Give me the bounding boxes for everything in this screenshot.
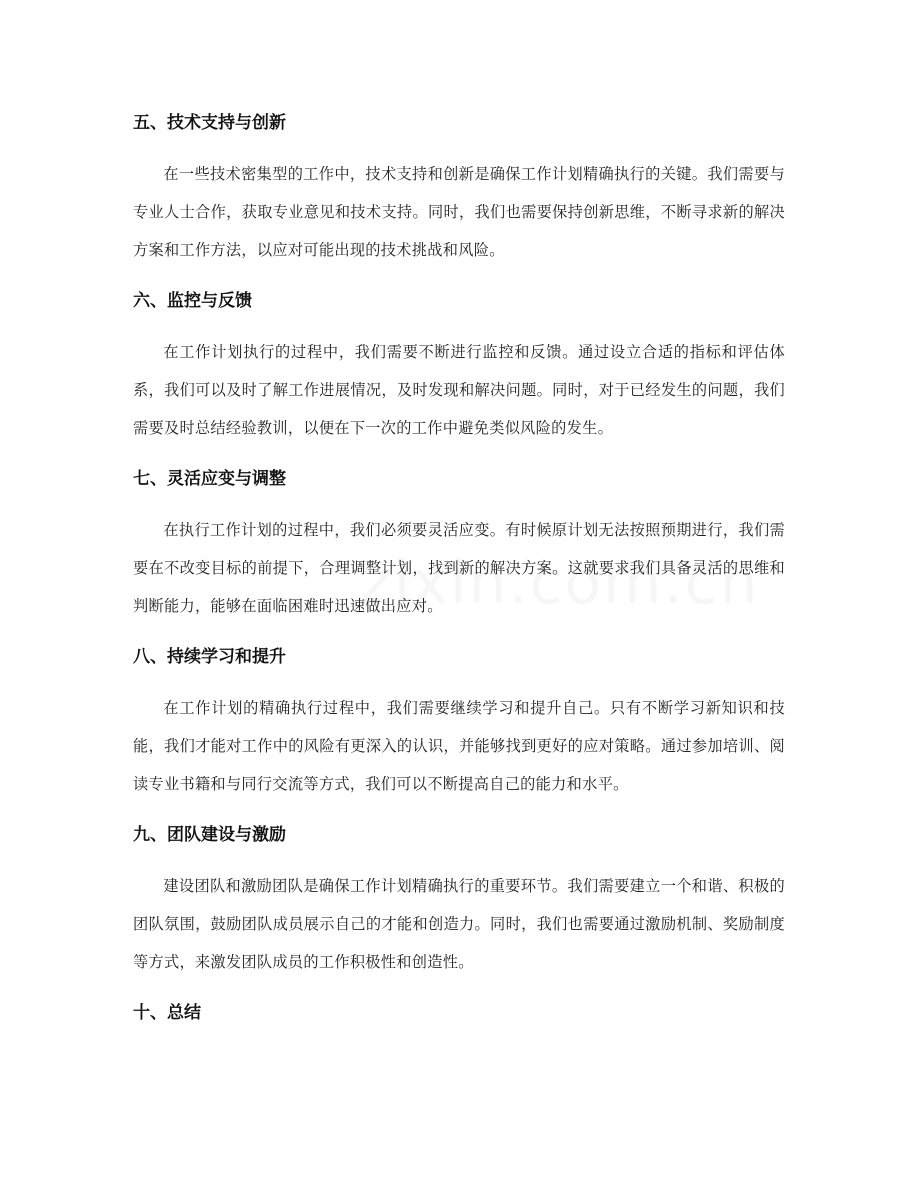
section-5 [133,104,785,269]
section-heading: 七、灵活应变与调整 [133,469,286,489]
section-paragraph: 在工作计划的精确执行过程中，我们需要继续学习和提升自己。只有不断学习新知识和技能，我们才能对工作中的风险有更深入的认识，并能够找到更好的应对策略。通过参加培训、阅读专业书籍和与同行交流等方式，我们可以不断提高自己的能力和水平。 [133,699,785,793]
section-9 [133,816,785,981]
section-paragraph: 在工作计划执行的过程中，我们需要不断进行监控和反馈。通过设立合适的指标和评估体系，我们可以及时了解工作进展情况，及时发现和解决问题。同时，对于已经发生的问题，我们需要及时总结经验教训，以便在下一次的工作中避免类似风险的发生。 [133,343,785,437]
section-10 [133,994,785,1032]
document-content [133,104,785,1045]
section-heading: 六、监控与反馈 [133,291,252,311]
section-7 [133,460,785,625]
section-paragraph: 在一些技术密集型的工作中，技术支持和创新是确保工作计划精确执行的关键。我们需要与专业人士合作，获取专业意见和技术支持。同时，我们也需要保持创新思维，不断寻求新的解决方案和工作方法，以应对可能出现的技术挑战和风险。 [133,165,785,259]
section-heading: 五、技术支持与创新 [133,113,286,133]
section-paragraph: 建设团队和激励团队是确保工作计划精确执行的重要环节。我们需要建立一个和谐、积极的团队氛围，鼓励团队成员展示自己的才能和创造力。同时，我们也需要通过激励机制、奖励制度等方式，来激发团队成员的工作积极性和创造性。 [133,877,785,971]
section-heading: 九、团队建设与激励 [133,825,286,845]
section-6 [133,282,785,447]
section-8 [133,638,785,803]
section-heading: 十、总结 [133,1003,201,1023]
section-heading: 八、持续学习和提升 [133,647,286,667]
section-paragraph: 在执行工作计划的过程中，我们必须要灵活应变。有时候原计划无法按照预期进行，我们需要在不改变目标的前提下，合理调整计划，找到新的解决方案。这就要求我们具备灵活的思维和判断能力，能够在面临困难时迅速做出应对。 [133,521,785,615]
